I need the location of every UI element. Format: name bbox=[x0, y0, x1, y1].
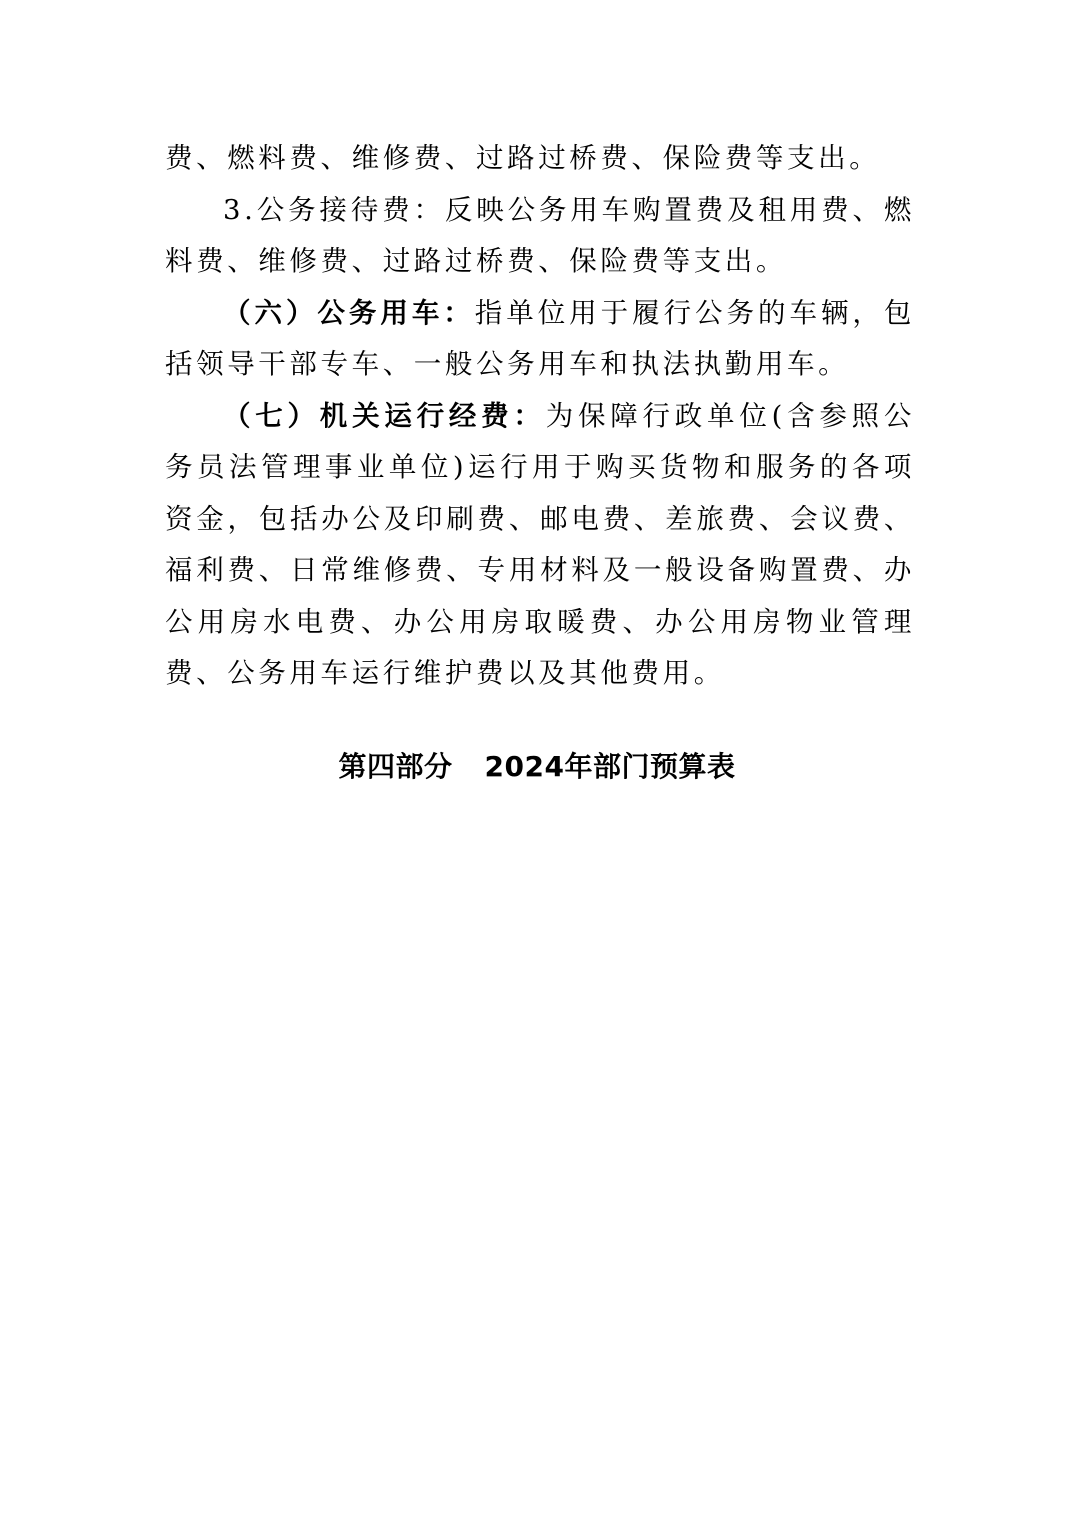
paragraph-heading: （六）公务用车： bbox=[223, 296, 475, 329]
section-title bbox=[0, 745, 1074, 789]
paragraph-official-vehicle bbox=[165, 288, 915, 391]
paragraph-text: 为保障行政单位(含参照公务员法管理事业单位)运行用于购买货物和服务的各项资金，包括办公及印刷费、邮电费、差旅费、会议费、福利费、日常维修费、专用材料及一般设备购置费、办公用房水电费、办公用房取暖费、办公用房物业管理费、公务用车运行维护费以及其他费用。 bbox=[165, 399, 915, 689]
paragraph-operating-expenses bbox=[165, 391, 915, 700]
paragraph-text: 指单位用于履行公务的车辆，包括领导干部专车、一般公务用车和执法执勤用车。 bbox=[165, 296, 915, 380]
section-part-label: 第四部分 bbox=[338, 750, 453, 783]
body-text bbox=[165, 133, 915, 700]
paragraph-text: 费、燃料费、维修费、过路过桥费、保险费等支出。 bbox=[165, 142, 881, 174]
paragraph-text: 3.公务接待费：反映公务用车购置费及租用费、燃料费、维修费、过路过桥费、保险费等支出。 bbox=[165, 193, 915, 277]
paragraph-continuation bbox=[165, 133, 915, 185]
paragraph-reception-fee bbox=[165, 185, 915, 288]
paragraph-heading: （七）机关运行经费： bbox=[223, 399, 546, 432]
section-name: 2024年部门预算表 bbox=[484, 750, 736, 783]
